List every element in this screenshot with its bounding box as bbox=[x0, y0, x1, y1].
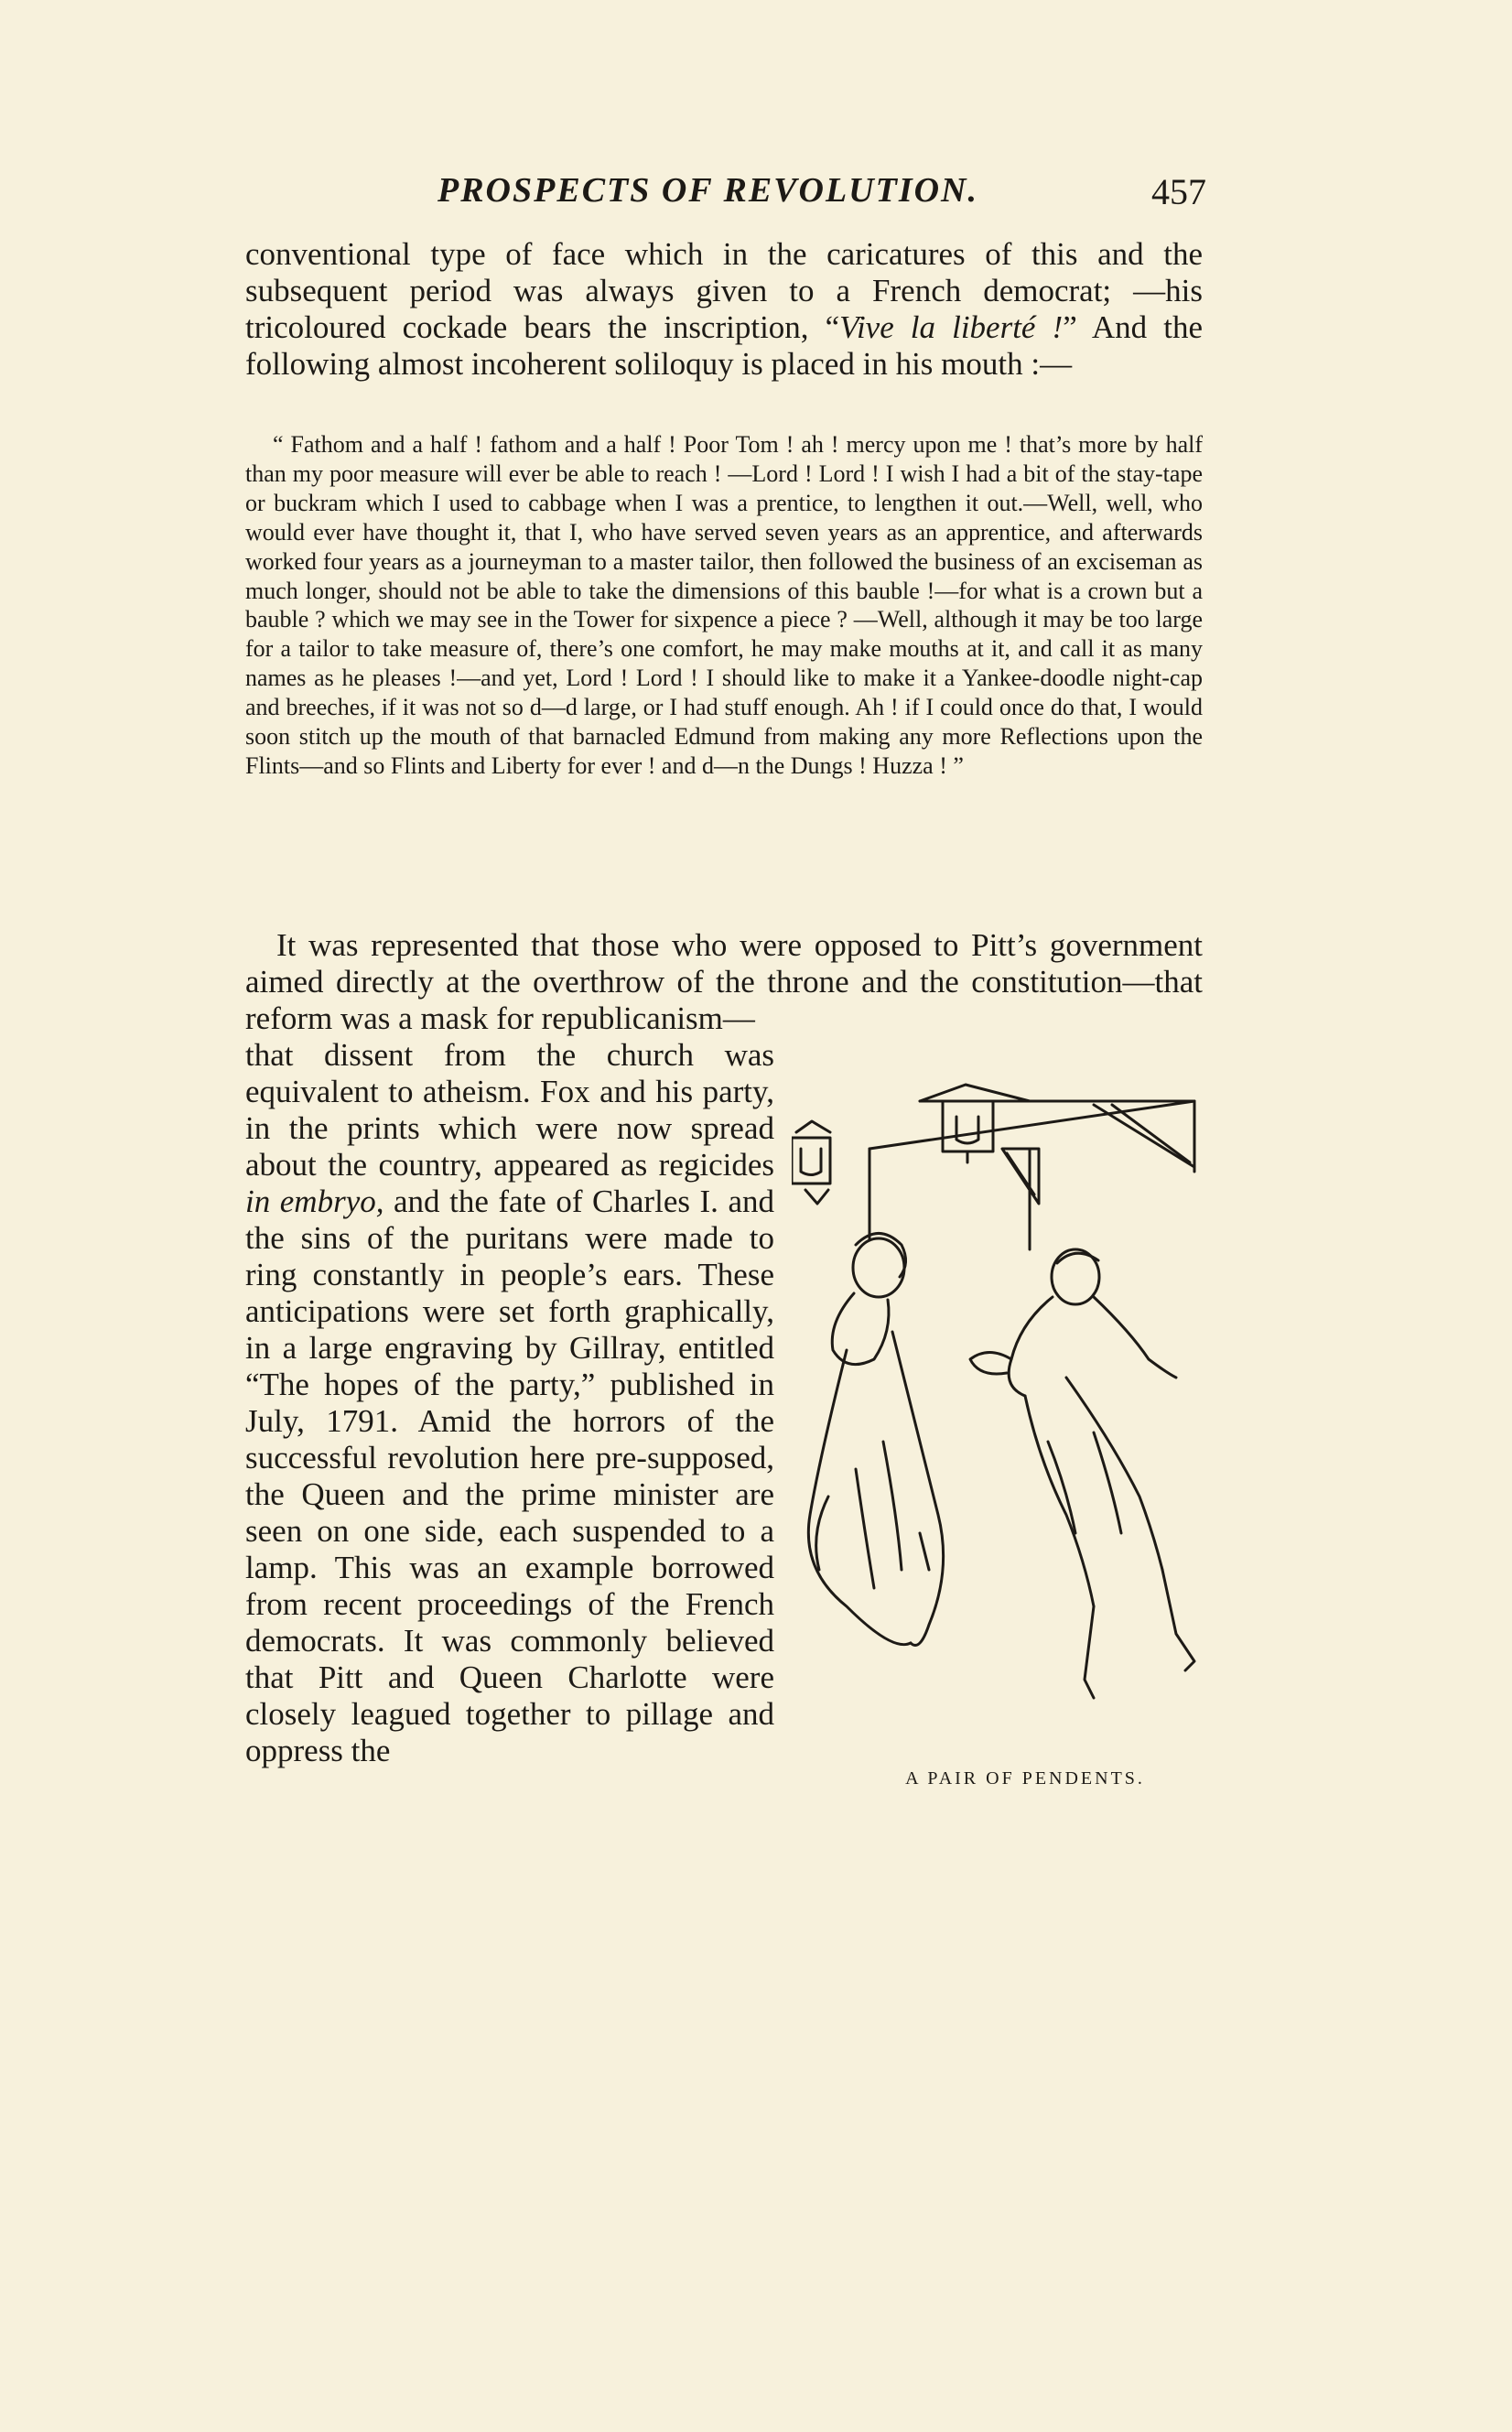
running-title: PROSPECTS OF REVOLUTION. bbox=[437, 171, 979, 210]
in-embryo-italic: in embryo, bbox=[245, 1184, 384, 1219]
paragraph-dissent-text-b: and the fate of Charles I. and the sins of the puritans were made to ring constantly in people’s ears. These anticipations were set forth graphically, in a large engraving by Gillray, entitled “The hopes of the party,” published in July, 1791. Amid the horrors of the successful revolution here pre-supposed, the Queen and the prime minister are seen on one side, each suspended to a lamp. This was an example borrowed from recent proceedings of the French democrats. It was commonly believed that Pitt and Queen Charlotte were closely leagued together to pillage and oppress the bbox=[245, 1184, 774, 1768]
inscription-italic: Vive la liberté ! bbox=[839, 309, 1064, 345]
queen-head bbox=[853, 1238, 904, 1297]
lamp-shade-right bbox=[920, 1085, 1030, 1101]
paragraph-intro-text-a: conventional type of face which in the caricatures of this and the subsequent period was always given to a French democrat; —his tricoloured cockade bears the inscription, “ bbox=[245, 236, 1203, 345]
lamp-shade-left bbox=[796, 1121, 830, 1132]
block-quote-text: “ Fathom and a half ! fathom and a half ! Poor Tom ! ah ! mercy upon me ! that’s more by half than my poor measure will ever be able to reach ! —Lord ! Lord ! I wish I had a bit of the stay-tape or buckram which I used to cabbage when I was a prentice, to lengthen it out.—Well, well, who would ever have thought it, that I, who have served seven years as an apprentice, and afterwards worked four years as a journeyman to a master tailor, then followed the business of an exciseman as much longer, should not be able to take the dimensions of this bauble !—for what is a crown but a bauble ? which we may see in the Tower for sixpence a piece ? —Well, although it may be too large for a tailor to take measure of, there’s one comfort, he may make mouths at it, and call it as many names as he pleases !—and yet, Lord ! Lord ! I should like to make it a Yankee-doodle night-cap and breeches, if it was not so d—d large, or I had stuff enough. Ah ! if I could once do that, I would soon stitch up the mouth of that barnacled Edmund from making any more Reflections upon the Flints—and so Flints and Liberty for ever ! and d—n the Dungs ! Huzza ! ” bbox=[245, 431, 1203, 779]
pitt-leg-right bbox=[1162, 1570, 1194, 1670]
paragraph-dissent bbox=[245, 1037, 774, 1769]
paragraph-intro-text-b: ” And the following almost incoherent soliloquy is placed in his mouth :— bbox=[245, 309, 1203, 382]
block-quote bbox=[245, 430, 1203, 781]
crossbar bbox=[869, 1101, 1194, 1149]
page-header bbox=[245, 170, 1206, 225]
paragraph-dissent-text-a: that dissent from the church was equivalent to atheism. Fox and his party, in the prints which were now spread about the country, appeared as regicides bbox=[245, 1037, 774, 1183]
paragraph-pitt-text: It was represented that those who were opposed to Pitt’s government aimed directly at the overthrow of the throne and the constitution—that reform was a mask for republicanism— bbox=[245, 927, 1203, 1036]
page-number: 457 bbox=[1151, 171, 1206, 212]
paragraph-intro bbox=[245, 236, 1203, 383]
hanging-figures-engraving bbox=[792, 1057, 1208, 1739]
illustration-pair-of-pendents bbox=[792, 1057, 1208, 1739]
pitt-leg-left bbox=[1085, 1606, 1094, 1698]
figure-caption: A PAIR OF PENDENTS. bbox=[905, 1768, 1145, 1789]
paragraph-pitt bbox=[245, 927, 1203, 1037]
lamp-left bbox=[792, 1138, 830, 1184]
